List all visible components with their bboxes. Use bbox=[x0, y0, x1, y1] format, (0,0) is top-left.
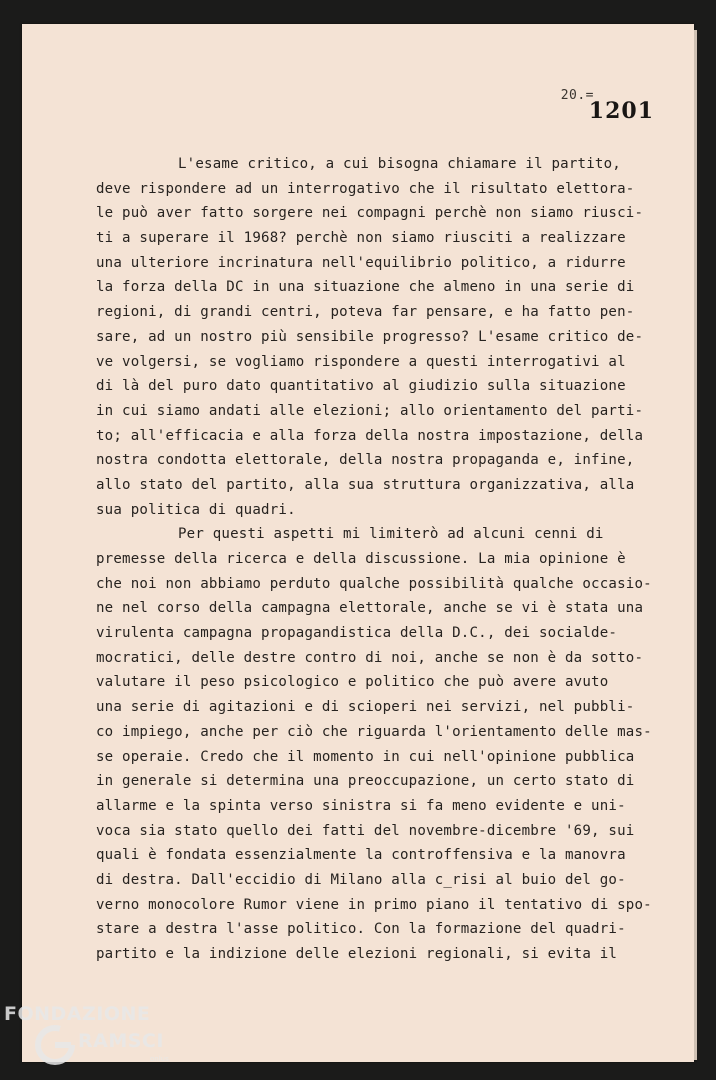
text-line: allo stato del partito, alla sua struttura organizzativa, alla bbox=[96, 476, 635, 493]
text-line: Per questi aspetti mi limiterò ad alcuni cenni di bbox=[178, 526, 604, 543]
text-line: una ulteriore incrinatura nell'equilibrio politico, a ridurre bbox=[96, 254, 626, 271]
text-line: sua politica di quadri. bbox=[96, 501, 296, 518]
text-line: ne nel corso della campagna elettorale, anche se vi è stata una bbox=[96, 600, 644, 617]
text-line: che noi non abbiamo perduto qualche possibilità qualche occasio- bbox=[96, 575, 652, 592]
text-line: se operaie. Credo che il momento in cui nell'opinione pubblica bbox=[96, 748, 635, 765]
watermark-line-1: FONDAZIONE bbox=[4, 1003, 151, 1025]
text-line: co impiego, anche per ciò che riguarda l'orientamento delle mas- bbox=[96, 723, 652, 740]
text-line: verno monocolore Rumor viene in primo piano il tentativo di spo- bbox=[96, 896, 652, 913]
text-line: sare, ad un nostro più sensibile progresso? L'esame critico de- bbox=[96, 328, 644, 345]
text-line: allarme e la spinta verso sinistra si fa meno evidente e uni- bbox=[96, 797, 626, 814]
text-line: virulenta campagna propagandistica della D.C., dei socialde- bbox=[96, 625, 618, 642]
fondazione-gramsci-watermark bbox=[4, 1000, 184, 1080]
text-line: le può aver fatto sorgere nei compagni perchè non siamo riusci- bbox=[96, 205, 644, 222]
text-line: valutare il peso psicologico e politico che può avere avuto bbox=[96, 674, 609, 691]
text-line: regioni, di grandi centri, poteva far pensare, e ha fatto pen- bbox=[96, 304, 635, 321]
text-line: deve rispondere ad un interrogativo che il risultato elettora- bbox=[96, 180, 635, 197]
text-line: voca sia stato quello dei fatti del novembre-dicembre '69, sui bbox=[96, 822, 635, 839]
archive-stamp-number: 1201 bbox=[588, 98, 654, 124]
watermark-onlus: onlus bbox=[150, 1055, 169, 1063]
page-reference: 20.= bbox=[560, 88, 594, 103]
text-line: in generale si determina una preoccupazione, un certo stato di bbox=[96, 773, 635, 790]
text-line: quali è fondata essenzialmente la controffensiva e la manovra bbox=[96, 847, 626, 864]
text-line: L'esame critico, a cui bisogna chiamare il partito, bbox=[178, 156, 621, 172]
text-line: partito e la indizione delle elezioni regionali, si evita il bbox=[96, 946, 618, 962]
page-edge bbox=[694, 30, 697, 1060]
text-line: nostra condotta elettorale, della nostra propaganda e, infine, bbox=[96, 452, 635, 469]
text-line: la forza della DC in una situazione che almeno in una serie di bbox=[96, 279, 635, 296]
text-line: mocratici, delle destre contro di noi, anche se non è da sotto- bbox=[96, 649, 644, 666]
text-line: stare a destra l'asse politico. Con la formazione del quadri- bbox=[96, 921, 626, 938]
g-letter-logo-icon bbox=[32, 1022, 78, 1068]
watermark-line-2: RAMSCI bbox=[78, 1030, 164, 1052]
text-line: di destra. Dall'eccidio di Milano alla c_risi al buio del go- bbox=[96, 871, 626, 888]
document-body bbox=[96, 152, 652, 967]
text-line: di là del puro dato quantitativo al giudizio sulla situazione bbox=[96, 378, 626, 395]
text-line: ti a superare il 1968? perchè non siamo riusciti a realizzare bbox=[96, 230, 626, 247]
text-line: in cui siamo andati alle elezioni; allo orientamento del parti- bbox=[96, 402, 644, 419]
text-line: una serie di agitazioni e di scioperi nei servizi, nel pubbli- bbox=[96, 699, 635, 716]
page-header bbox=[454, 86, 654, 126]
text-line: premesse della ricerca e della discussione. La mia opinione è bbox=[96, 551, 626, 567]
text-line: ve volgersi, se vogliamo rispondere a questi interrogativi al bbox=[96, 353, 626, 370]
text-line: to; all'efficacia e alla forza della nostra impostazione, della bbox=[96, 427, 644, 444]
